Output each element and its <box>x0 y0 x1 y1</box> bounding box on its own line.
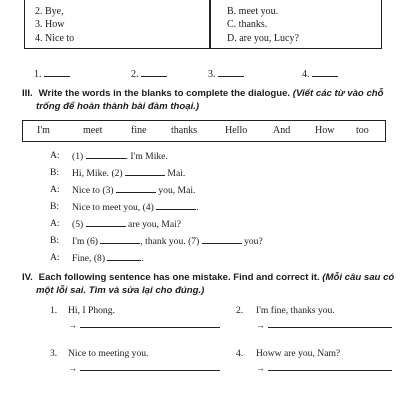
answer-number: 4. <box>302 69 310 80</box>
word-bank-item: too <box>356 125 369 136</box>
dialogue-blank[interactable] <box>100 235 140 244</box>
answer-slot[interactable] <box>34 68 70 80</box>
answer-blank[interactable] <box>141 68 167 77</box>
exercise-sentence: I'm fine, thanks you. <box>256 305 335 316</box>
dialogue-text: . <box>196 202 199 213</box>
answer-line[interactable] <box>256 320 392 330</box>
dialogue-speaker: A: <box>50 252 60 263</box>
match-right-item: B. meet you. <box>227 6 279 17</box>
dialogue-text: (5) <box>72 219 86 230</box>
dialogue-speaker: A: <box>50 184 60 195</box>
dialogue-text: , thank you. (7) <box>140 236 202 247</box>
section-4-instruction: Each following sentence has one mistake. Find and correct it. <box>38 272 320 283</box>
dialogue-text: . <box>141 253 144 264</box>
dialogue-text: you, Mai. <box>155 185 196 196</box>
dialogue-blank[interactable] <box>202 235 242 244</box>
dialogue-speaker: A: <box>50 218 60 229</box>
match-left-item: 4. Nice to <box>35 33 75 44</box>
section-3-instruction: Write the words in the blanks to complete the dialogue. <box>38 88 291 99</box>
correction-blank[interactable] <box>268 363 392 371</box>
answer-blank[interactable] <box>44 68 70 77</box>
section-4-instruction-vi: (Mỗi câu sau có <box>322 272 395 283</box>
dialogue-speaker: B: <box>50 235 60 246</box>
word-bank <box>22 120 386 142</box>
answer-line[interactable] <box>256 363 392 373</box>
answer-number: 2. <box>131 69 139 80</box>
match-left-item: 3. How <box>35 19 65 30</box>
word-bank-item: And <box>273 125 291 136</box>
arrow-icon: → <box>256 363 265 373</box>
correction-blank[interactable] <box>80 363 220 371</box>
word-bank-item: meet <box>83 125 103 136</box>
answer-slot[interactable] <box>208 68 244 80</box>
section-4-number: IV. <box>22 272 33 283</box>
dialogue-text: Fine, (8) <box>72 253 108 264</box>
dialogue-text: Mai. <box>165 168 186 179</box>
section-3-heading <box>22 87 384 100</box>
dialogue-line <box>72 150 168 162</box>
answer-blank[interactable] <box>312 68 338 77</box>
dialogue-blank[interactable] <box>116 184 156 193</box>
answer-line[interactable] <box>68 320 220 330</box>
dialogue-line <box>72 184 195 196</box>
arrow-icon: → <box>256 320 265 330</box>
match-right-item: C. thanks. <box>227 19 268 30</box>
dialogue-blank[interactable] <box>125 167 165 176</box>
table-divider <box>209 0 211 48</box>
section-3-instruction-vi: (Viết các từ vào chỗ <box>292 88 384 99</box>
dialogue-text: Hi, Mike. (2) <box>72 168 126 179</box>
dialogue-line <box>72 218 181 230</box>
arrow-icon: → <box>68 363 77 373</box>
dialogue-text: Nice to (3) <box>72 185 116 196</box>
arrow-icon: → <box>68 320 77 330</box>
word-bank-item: thanks <box>171 125 198 136</box>
dialogue-line <box>72 167 185 179</box>
answer-line[interactable] <box>68 363 220 373</box>
word-bank-item: Hello <box>225 125 248 136</box>
answer-slot[interactable] <box>302 68 338 80</box>
section-3-number: III. <box>22 88 33 99</box>
matching-table <box>24 0 382 49</box>
section-3-instruction-vi-cont: trống để hoàn thành bài đàm thoại.) <box>36 101 200 112</box>
exercise-number: 4. <box>236 348 244 359</box>
dialogue-text: . I'm Mike. <box>125 151 168 162</box>
exercise-number: 3. <box>50 348 58 359</box>
correction-blank[interactable] <box>80 320 220 328</box>
dialogue-speaker: A: <box>50 150 60 161</box>
answer-number: 3. <box>208 69 216 80</box>
match-left-item: 2. Bye, <box>35 6 64 17</box>
dialogue-line <box>72 235 263 247</box>
exercise-sentence: Howw are you, Nam? <box>256 348 341 359</box>
dialogue-line <box>72 252 144 264</box>
dialogue-speaker: B: <box>50 167 60 178</box>
dialogue-blank[interactable] <box>86 218 126 227</box>
word-bank-item: fine <box>131 125 147 136</box>
exercise-number: 2. <box>236 305 244 316</box>
dialogue-text: I'm (6) <box>72 236 101 247</box>
dialogue-text: Nice to meet you, (4) <box>72 202 157 213</box>
dialogue-blank[interactable] <box>107 252 141 261</box>
dialogue-text: you? <box>241 236 263 247</box>
dialogue-blank[interactable] <box>156 201 196 210</box>
exercise-sentence: Hi, I Phong. <box>68 305 115 316</box>
exercise-sentence: Nice to meeting you. <box>68 348 149 359</box>
section-4-instruction-vi-cont: một lỗi sai. Tìm và sửa lại cho đúng.) <box>36 285 205 296</box>
answer-blank[interactable] <box>218 68 244 77</box>
dialogue-line <box>72 201 199 213</box>
answer-slot[interactable] <box>131 68 167 80</box>
word-bank-item: How <box>315 125 335 136</box>
match-right-item: D. are you, Lucy? <box>227 33 299 44</box>
answer-number: 1. <box>34 69 42 80</box>
exercise-number: 1. <box>50 305 58 316</box>
dialogue-text: are you, Mai? <box>125 219 182 230</box>
correction-blank[interactable] <box>268 320 392 328</box>
section-4-heading <box>22 271 394 284</box>
dialogue-text: (1) <box>72 151 86 162</box>
dialogue-speaker: B: <box>50 201 60 212</box>
word-bank-item: I'm <box>37 125 50 136</box>
dialogue-blank[interactable] <box>86 150 126 159</box>
